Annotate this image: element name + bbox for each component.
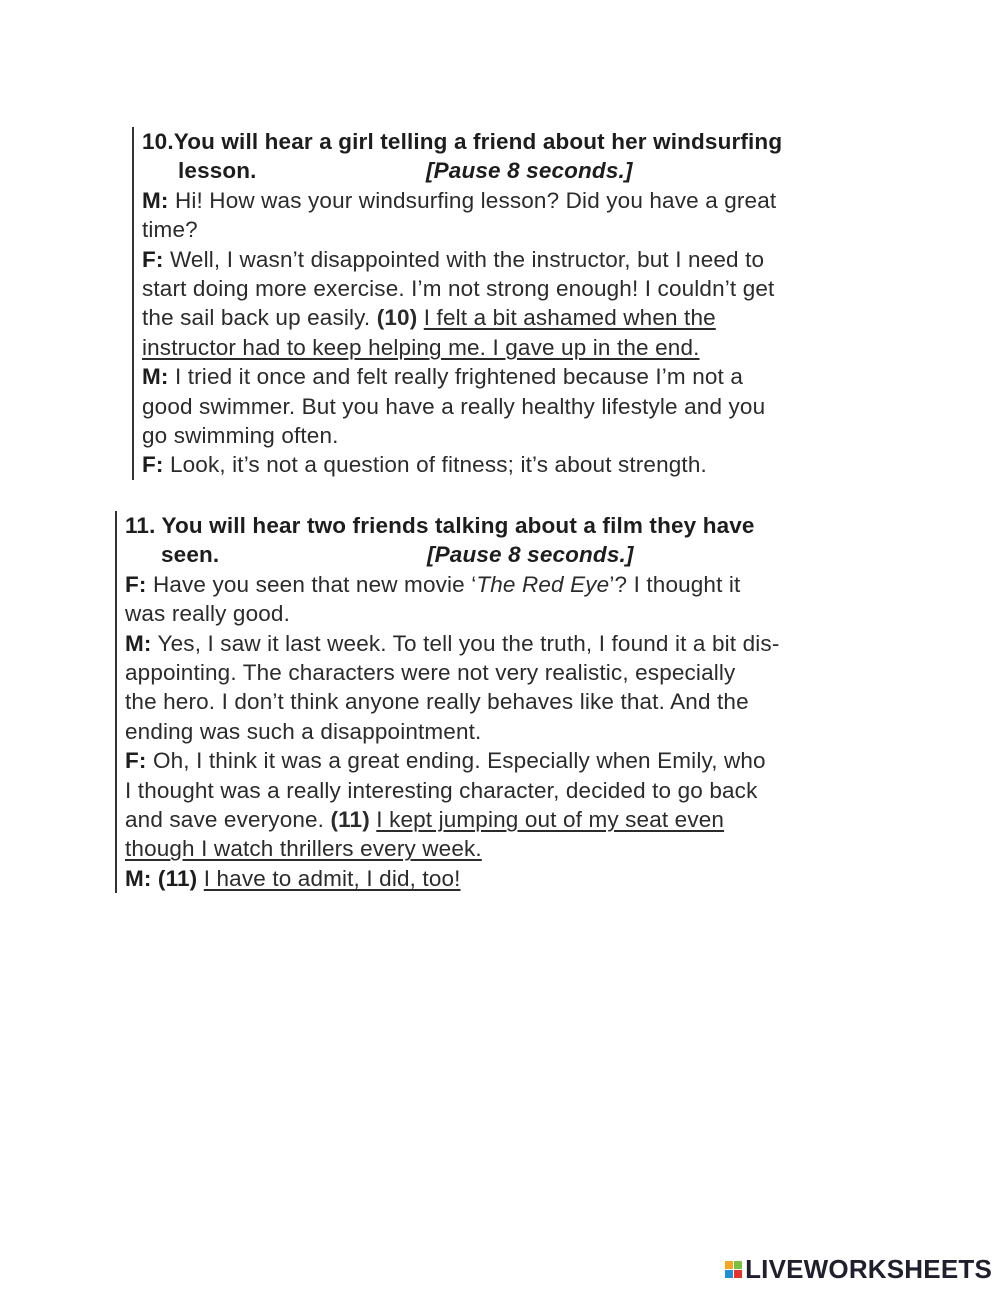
question-title-cont: lesson.	[178, 158, 257, 184]
dialogue-text: Have you seen that new movie ‘	[146, 571, 477, 597]
logo-square	[734, 1270, 742, 1278]
dialogue-line	[125, 834, 885, 863]
answer-evidence: I kept jumping out of my seat even	[376, 807, 725, 833]
question-title: You will hear two friends talking about a film they have	[161, 513, 755, 538]
brand-name: LIVEWORKSHEETS	[745, 1254, 992, 1284]
question-title-cont: seen.	[161, 542, 220, 568]
dialogue-text: and save everyone.	[125, 807, 331, 833]
dialogue-line	[142, 362, 882, 391]
question-10-heading-cont	[142, 156, 882, 185]
dialogue-line: appointing. The characters were not very realistic, especially	[125, 660, 736, 686]
question-10-transcript	[132, 127, 882, 480]
dialogue-text: Oh, I think it was a great ending. Especially when Emily, who	[146, 748, 766, 774]
dialogue-line: go swimming often.	[142, 423, 339, 449]
logo-square	[725, 1270, 733, 1278]
speaker-label: M: (11)	[125, 865, 198, 891]
speaker-label: F:	[142, 452, 164, 478]
dialogue-text: Look, it’s not a question of fitness; it’s about strength.	[163, 452, 707, 478]
answer-evidence: I felt a bit ashamed when the	[423, 305, 716, 331]
pause-instruction: [Pause 8 seconds.]	[426, 158, 633, 184]
dialogue-line: start doing more exercise. I’m not strong enough! I couldn’t get	[142, 276, 775, 302]
dialogue-line	[125, 805, 885, 834]
question-11-heading-cont	[125, 540, 885, 569]
dialogue-text: Yes, I saw it last week. To tell you the truth, I found it a bit dis-	[151, 630, 780, 656]
dialogue-line: time?	[142, 217, 198, 243]
speaker-label: F:	[142, 246, 164, 272]
question-number: 11.	[125, 513, 156, 538]
logo-square	[725, 1261, 733, 1269]
dialogue-line	[142, 303, 882, 332]
speaker-label: M:	[125, 630, 152, 656]
dialogue-text: Well, I wasn’t disappointed with the instructor, but I need to	[163, 246, 765, 272]
question-11-heading	[125, 511, 885, 540]
dialogue-line: was really good.	[125, 601, 290, 627]
answer-evidence: I have to admit, I did, too!	[203, 865, 461, 891]
pause-instruction: [Pause 8 seconds.]	[427, 542, 634, 568]
speaker-label: M:	[142, 187, 169, 213]
dialogue-line	[125, 864, 885, 893]
question-10-heading	[142, 127, 882, 156]
speaker-label: M:	[142, 364, 169, 390]
liveworksheets-logo-icon	[725, 1261, 742, 1278]
dialogue-text: ’? I thought it	[609, 571, 741, 597]
answer-marker: (10)	[376, 305, 418, 331]
dialogue-line: good swimmer. But you have a really healthy lifestyle and you	[142, 393, 766, 419]
question-11-transcript	[115, 511, 885, 893]
dialogue-line: I thought was a really interesting character, decided to go back	[125, 777, 758, 803]
liveworksheets-logo[interactable]	[725, 1254, 992, 1285]
dialogue-text: I tried it once and felt really frightened because I’m not a	[168, 364, 744, 390]
dialogue-text: the sail back up easily.	[142, 305, 377, 331]
logo-square	[734, 1261, 742, 1269]
answer-marker: (11)	[330, 807, 370, 833]
dialogue-line: the hero. I don’t think anyone really behaves like that. And the	[125, 689, 749, 715]
film-title: The Red Eye	[476, 571, 610, 597]
dialogue-line	[142, 245, 882, 274]
dialogue-text: Hi! How was your windsurfing lesson? Did you have a great	[168, 187, 777, 213]
dialogue-line	[125, 570, 885, 599]
dialogue-line	[125, 746, 885, 775]
dialogue-line	[142, 450, 882, 479]
dialogue-line	[142, 186, 882, 215]
speaker-label: F:	[125, 571, 147, 597]
dialogue-line	[125, 629, 885, 658]
question-number: 10.	[142, 129, 174, 154]
dialogue-line	[142, 333, 882, 362]
answer-evidence: though I watch thrillers every week.	[125, 836, 482, 862]
speaker-label: F:	[125, 748, 147, 774]
dialogue-line: ending was such a disappointment.	[125, 718, 482, 744]
question-title: You will hear a girl telling a friend about her windsurfing	[173, 129, 783, 154]
answer-evidence: instructor had to keep helping me. I gave up in the end.	[142, 334, 700, 360]
